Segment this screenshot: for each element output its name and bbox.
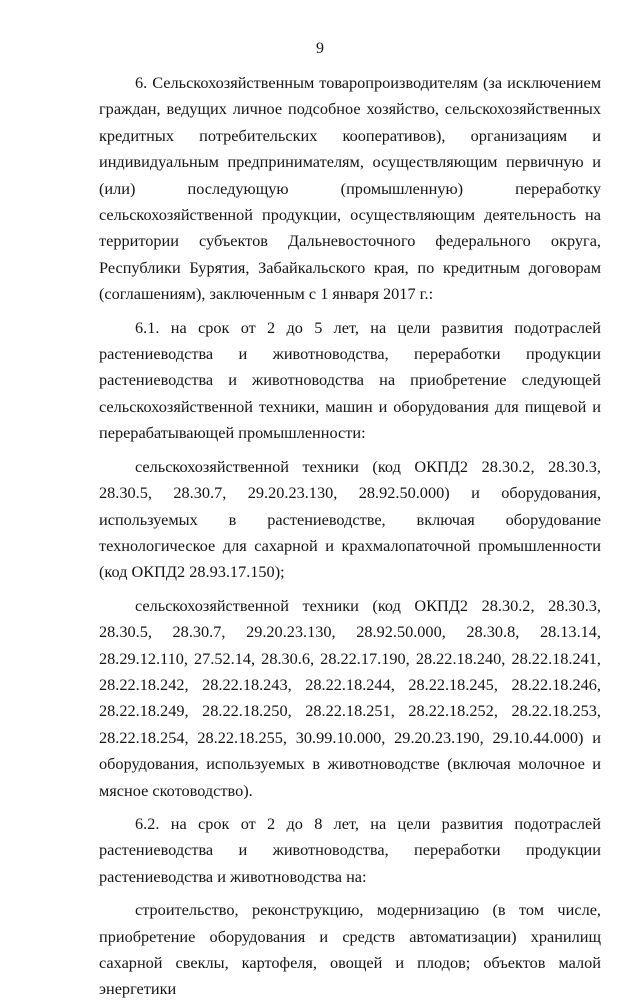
paragraph-crop-machinery: сельскохозяйственной техники (код ОКПД2 28.30.2, 28.30.3, 28.30.5, 28.30.7, 29.20.23.130, 28.92.50.000) и оборудования, используемых в растениеводстве, включая оборудование технологическое для сахарной и крахмалопаточной промышленности (код ОКПД2 28.93.17.150); [99, 456, 601, 582]
paragraph-6: 6. Сельскохозяйственным товаропроизводителям (за исключением граждан, ведущих личное подсобное хозяйство, сельскохозяйственных кредитных потребительских кооперативов), организациям и индивидуальным предпринимателям, осуществляющим первичную и (или) последующую (промышленную) переработку сельскохозяйственной продукции, осуществляющим деятельность на территории субъектов Дальневосточного федерального округа, Республики Бурятия, Забайкальского края, по кредитным договорам (соглашениям), заключенным с 1 января 2017 г.: [99, 73, 601, 304]
paragraph-6-2: 6.2. на срок от 2 до 8 лет, на цели развития подотраслей растениеводства и животноводства, переработки продукции растениеводства и животноводства на: [99, 813, 601, 886]
paragraph-6-1: 6.1. на срок от 2 до 5 лет, на цели развития подотраслей растениеводства и животноводства, переработки продукции растениеводства и животноводства на приобретение следующей сельскохозяйственной техники, машин и оборудования для пищевой и перерабатывающей промышленности: [99, 317, 601, 443]
page-number: 9 [316, 40, 324, 57]
document-body [99, 70, 601, 1003]
paragraph-livestock-machinery: сельскохозяйственной техники (код ОКПД2 28.30.2, 28.30.3, 28.30.5, 28.30.7, 29.20.23.130, 28.92.50.000, 28.30.8, 28.13.14, 28.29.12.110, 27.52.14, 28.30.6, 28.22.17.190, 28.22.18.240, 28.22.18.241, 28.22.18.242, 28.22.18.243, 28.22.18.244, 28.22.18.245, 28.22.18.246, 28.22.18.249, 28.22.18.250, 28.22.18.251, 28.22.18.252, 28.22.18.253, 28.22.18.254, 28.22.18.255, 30.99.10.000, 29.20.23.190, 29.10.44.000) и оборудования, используемых в животноводстве (включая молочное и мясное скотоводство). [99, 595, 601, 800]
paragraph-construction: строительство, реконструкцию, модернизацию (в том числе, приобретение оборудования и средств автоматизации) хранилищ сахарной свеклы, картофеля, овощей и плодов; объектов малой энергетики [99, 900, 601, 999]
